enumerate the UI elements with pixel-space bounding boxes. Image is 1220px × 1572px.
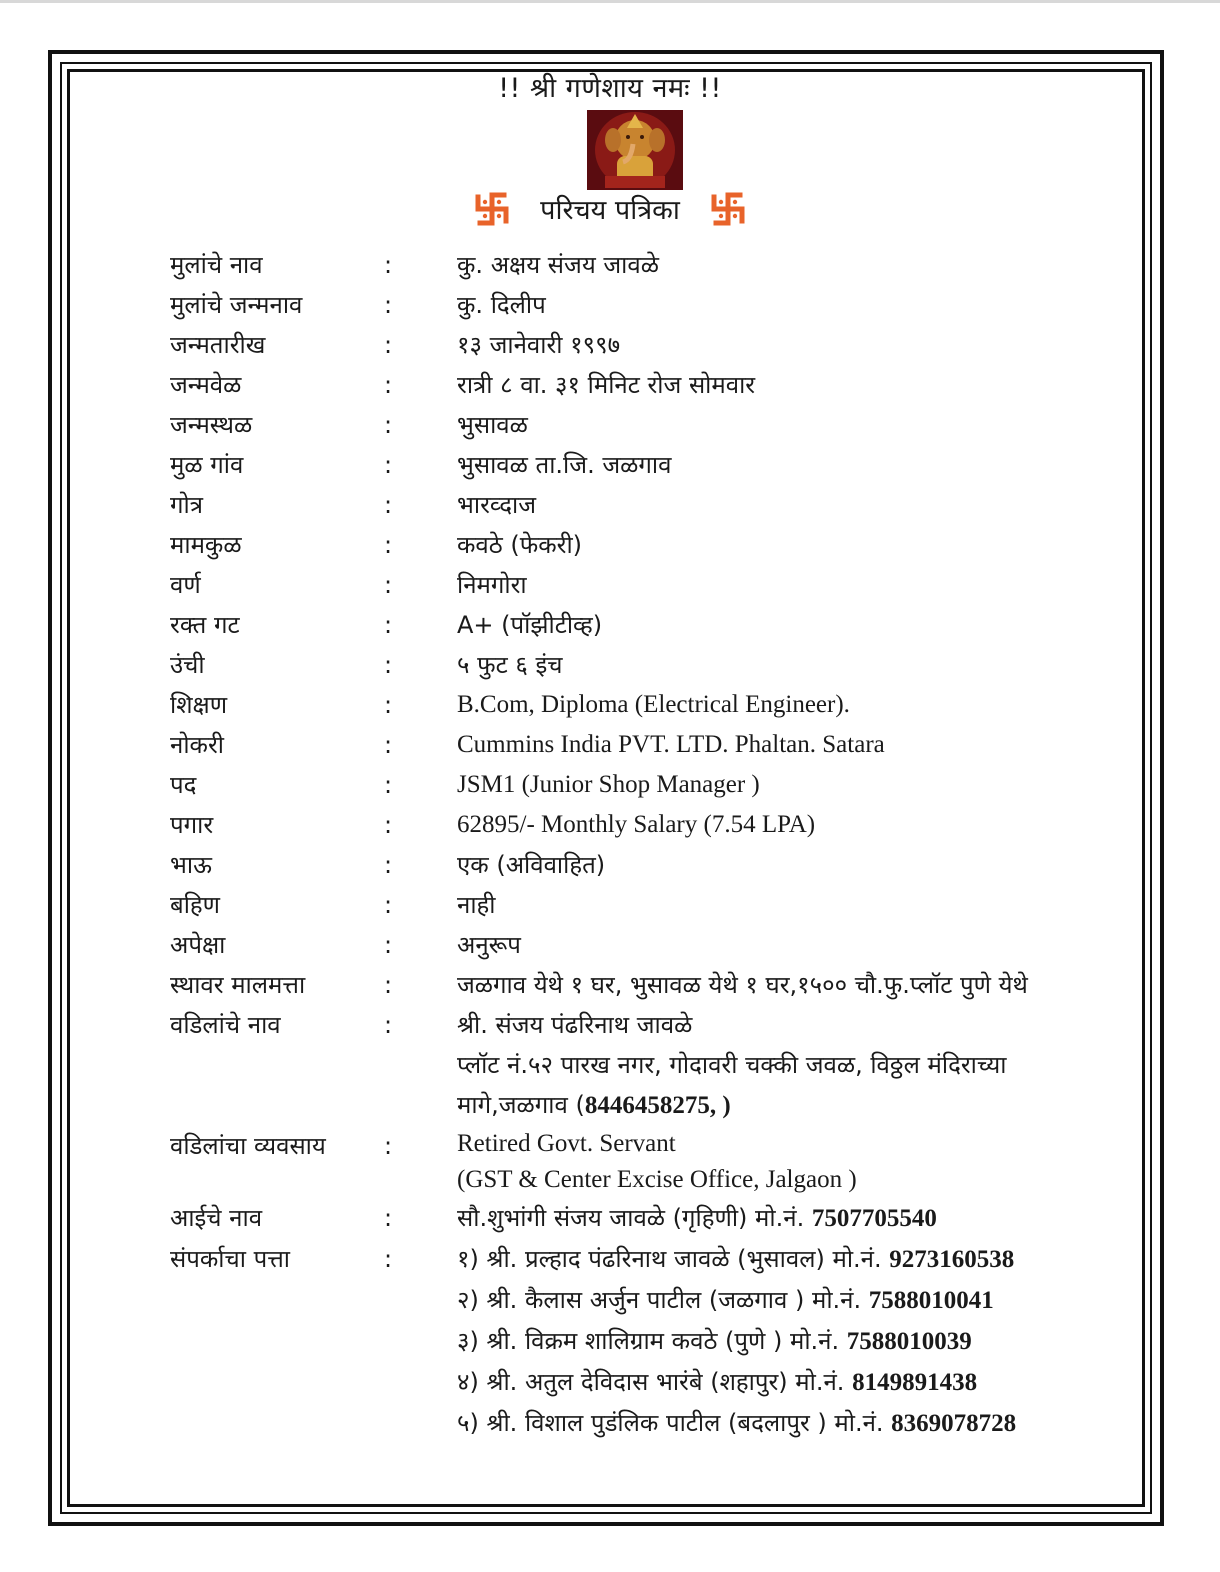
field-colon: : — [384, 331, 393, 359]
father-phone: 8446458275, ) — [584, 1092, 731, 1119]
field-row — [170, 485, 1130, 525]
field-row — [170, 885, 1130, 925]
contacts-list — [457, 1239, 1130, 1444]
occupation-line: (GST & Center Excise Office, Jalgaon ) — [457, 1166, 857, 1193]
field-colon: : — [384, 451, 393, 479]
field-row — [170, 725, 1130, 765]
field-label: जन्मवेळ — [170, 371, 242, 399]
field-label: मुळ गांव — [170, 451, 244, 479]
field-colon: : — [384, 731, 393, 759]
field-value: जळगाव येथे १ घर, भुसावळ येथे १ घर,१५०० चौ.फु.प्लॉट पुणे येथे — [457, 971, 1028, 999]
field-colon: : — [384, 651, 393, 679]
contact-item — [457, 1362, 1130, 1403]
father-address-text: मागे,जळगाव ( — [457, 1091, 585, 1119]
field-label: संपर्काचा पत्ता — [170, 1245, 291, 1273]
field-label: अपेक्षा — [170, 931, 226, 959]
field-value: १३ जानेवारी १९९७ — [457, 331, 621, 359]
field-colon: : — [384, 611, 393, 639]
field-row — [170, 765, 1130, 805]
field-label: रक्त गट — [170, 611, 240, 639]
contact-phone: 7588010039 — [846, 1328, 972, 1355]
page-title: परिचय पत्रिका — [540, 195, 680, 226]
field-label: शिक्षण — [170, 691, 228, 719]
field-value: ५ फुट ६ इंच — [457, 651, 563, 679]
field-value: B.Com, Diploma (Electrical Engineer). — [457, 691, 850, 718]
field-label: गोत्र — [170, 491, 203, 519]
swastik-icon — [474, 191, 510, 227]
field-colon: : — [384, 531, 393, 559]
field-label: भाऊ — [170, 851, 212, 879]
ganesha-illustration — [587, 110, 683, 190]
field-value: JSM1 (Junior Shop Manager ) — [457, 771, 760, 798]
contact-item — [457, 1321, 1130, 1362]
field-label: आईचे नाव — [170, 1204, 263, 1232]
occupation-line: Retired Govt. Servant — [457, 1130, 676, 1157]
top-edge-line — [0, 0, 1220, 3]
contact-item — [457, 1403, 1130, 1444]
contact-item — [457, 1239, 1130, 1280]
field-row — [170, 645, 1130, 685]
field-value: कु. अक्षय संजय जावळे — [457, 251, 659, 279]
swastik-icon — [710, 191, 746, 227]
title-row — [0, 190, 1220, 227]
field-label: नोकरी — [170, 731, 224, 759]
contact-text: ३) श्री. विक्रम शालिग्राम कवठे (पुणे ) मो.नं. — [457, 1327, 847, 1355]
field-row — [170, 445, 1130, 485]
field-colon: : — [384, 1204, 393, 1232]
field-colon: : — [384, 1245, 393, 1273]
field-value: भुसावळ ता.जि. जळगाव — [457, 451, 672, 479]
field-colon: : — [384, 931, 393, 959]
field-value: एक (अविवाहित) — [457, 851, 606, 879]
contact-text: १) श्री. प्रल्हाद पंढरिनाथ जावळे (भुसावल) मो.नं. — [457, 1245, 890, 1273]
field-row — [170, 405, 1130, 445]
field-colon: : — [384, 291, 393, 319]
contact-text: २) श्री. कैलास अर्जुन पाटील (जळगाव ) मो.नं. — [457, 1286, 869, 1314]
mother-text: सौ.शुभांगी संजय जावळे (गृहिणी) मो.नं. — [457, 1204, 812, 1232]
field-colon: : — [384, 811, 393, 839]
mother-phone: 7507705540 — [811, 1205, 937, 1232]
father-details — [457, 1005, 1130, 1126]
field-row — [170, 365, 1130, 405]
field-value: नाही — [457, 891, 496, 919]
field-row — [170, 325, 1130, 365]
contact-text: ५) श्री. विशाल पुडंलिक पाटील (बदलापुर ) मो.नं. — [457, 1409, 892, 1437]
field-label: स्थावर मालमत्ता — [170, 971, 306, 999]
field-label: मुलांचे नाव — [170, 251, 263, 279]
field-colon: : — [384, 891, 393, 919]
field-label: बहिण — [170, 891, 221, 919]
field-value: भुसावळ — [457, 411, 528, 439]
contact-phone: 9273160538 — [889, 1246, 1015, 1273]
mother-details — [457, 1198, 1130, 1239]
father-name: श्री. संजय पंढरिनाथ जावळे — [457, 1011, 693, 1039]
field-row — [170, 285, 1130, 325]
invocation-text: !! श्री गणेशाय नमः !! — [498, 73, 722, 104]
field-colon: : — [384, 571, 393, 599]
field-colon: : — [384, 851, 393, 879]
father-address-line — [457, 1085, 1130, 1126]
field-label: वडिलांचा व्यवसाय — [170, 1132, 326, 1160]
father-address-line: प्लॉट नं.५२ पारख नगर, गोदावरी चक्की जवळ, विठ्ठल मंदिराच्या — [457, 1051, 1007, 1079]
field-colon: : — [384, 371, 393, 399]
field-value: रात्री ८ वा. ३१ मिनिट रोज सोमवार — [457, 371, 756, 399]
field-colon: : — [384, 1132, 393, 1160]
field-row — [170, 565, 1130, 605]
field-value: A+ (पॉझीटीव्ह) — [457, 611, 603, 639]
field-label: मामकुळ — [170, 531, 242, 559]
field-value: कवठे (फेकरी) — [457, 531, 583, 559]
field-label: वर्ण — [170, 571, 201, 599]
field-value: अनुरूप — [457, 931, 521, 959]
field-value: 62895/- Monthly Salary (7.54 LPA) — [457, 811, 816, 838]
field-colon: : — [384, 971, 393, 999]
field-label: पगार — [170, 811, 214, 839]
field-colon: : — [384, 491, 393, 519]
field-label: जन्मस्थळ — [170, 411, 253, 439]
field-label: जन्मतारीख — [170, 331, 266, 359]
field-row — [170, 925, 1130, 965]
contact-phone: 8369078728 — [891, 1410, 1017, 1437]
field-colon: : — [384, 411, 393, 439]
field-colon: : — [384, 771, 393, 799]
field-row — [170, 605, 1130, 645]
contact-phone: 8149891438 — [852, 1369, 978, 1396]
ganesha-image — [587, 110, 683, 190]
contact-phone: 7588010041 — [868, 1287, 994, 1314]
field-label: वडिलांचे नाव — [170, 1011, 281, 1039]
field-label: मुलांचे जन्मनाव — [170, 291, 303, 319]
field-value: भारव्दाज — [457, 491, 537, 519]
field-label: उंची — [170, 651, 205, 679]
contact-text: ४) श्री. अतुल देविदास भारंबे (शहापुर) मो.नं. — [457, 1368, 853, 1396]
field-row — [170, 685, 1130, 725]
field-colon: : — [384, 251, 393, 279]
field-row — [170, 965, 1130, 1005]
field-row — [170, 845, 1130, 885]
field-row — [170, 805, 1130, 845]
occupation-row — [170, 1126, 1130, 1198]
contacts-row — [170, 1239, 1130, 1444]
contact-item — [457, 1280, 1130, 1321]
field-value: Cummins India PVT. LTD. Phaltan. Satara — [457, 731, 885, 758]
field-row — [170, 245, 1130, 285]
occupation-details — [457, 1126, 1130, 1198]
field-colon: : — [384, 1011, 393, 1039]
field-label: पद — [170, 771, 197, 799]
biodata-fields — [170, 245, 1130, 1444]
father-row — [170, 1005, 1130, 1126]
mother-row — [170, 1198, 1130, 1239]
field-colon: : — [384, 691, 393, 719]
field-row — [170, 525, 1130, 565]
field-value: कु. दिलीप — [457, 291, 546, 319]
field-value: निमगोरा — [457, 571, 527, 599]
